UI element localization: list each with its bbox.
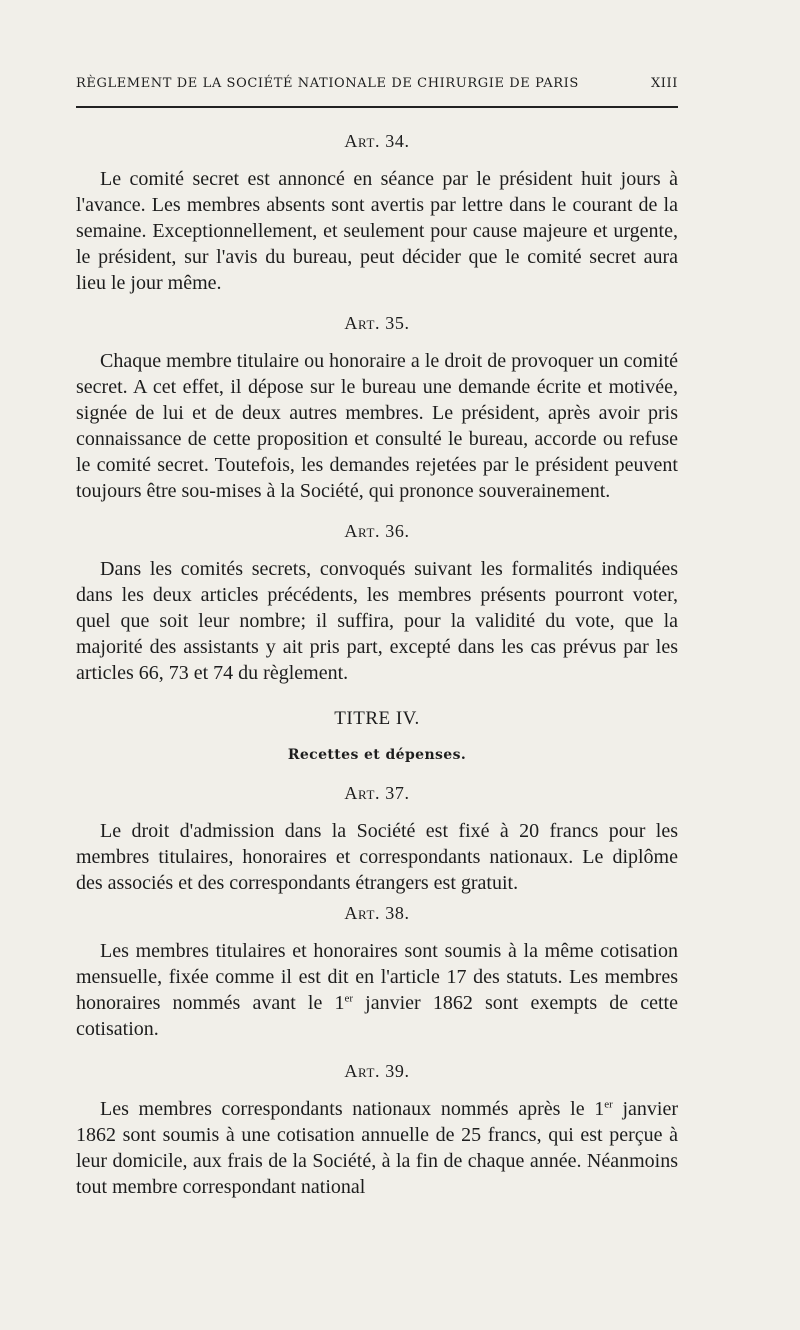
page-number: XIII — [650, 76, 678, 91]
article-label: Art. — [344, 1061, 381, 1081]
article-label: Art. — [344, 521, 381, 541]
article-text-39 — [76, 1096, 678, 1200]
article-text-38-part2: janvier 1862 sont exempts de cette cotisation. — [76, 992, 678, 1040]
article-text-38 — [76, 938, 678, 1042]
article-number: 37. — [385, 783, 410, 803]
article-number: 36. — [385, 521, 410, 541]
article-number: 39. — [385, 1061, 410, 1081]
ordinal-superscript: er — [604, 1098, 613, 1111]
ordinal-superscript: er — [344, 992, 354, 1005]
running-head-title: RÈGLEMENT DE LA SOCIÉTÉ NATIONALE DE CHIRURGIE DE PARIS — [76, 76, 579, 91]
article-label: Art. — [344, 783, 381, 803]
article-text-37: Le droit d'admission dans la Société est fixé à 20 francs pour les membres titulaires, honoraires et correspondants nationaux. Le diplôme des associés et des correspondants étrangers est gratuit. — [76, 820, 678, 894]
running-head — [76, 76, 678, 91]
article-number: 34. — [385, 131, 410, 151]
article-heading-38 — [76, 900, 678, 926]
article-text-38-part1: Les membres titulaires et honoraires sont soumis à la même cotisation mensuelle, fixée comme il est dit en l'article 17 des statuts. Les membres honoraires nommés avant le 1 — [76, 940, 678, 1014]
titre-heading: TITRE IV. — [334, 708, 420, 729]
article-heading-37 — [76, 780, 678, 806]
article-text-34: Le comité secret est annoncé en séance par le président huit jours à l'avance. Les membres absents sont avertis par lettre dans le courant de la semaine. Exceptionnellement, et seulement pour cause majeure et urgente, le président, sur l'avis du bureau, peut décider que le comité secret aura lieu le jour même. — [76, 168, 678, 294]
article-text-39-part2: janvier 1862 sont soumis à une cotisation annuelle de 25 francs, qui est perçue à leur domicile, aux frais de la Société, à la fin de chaque année. Néanmoins tout membre correspondant national — [76, 1098, 678, 1198]
article-label: Art. — [344, 903, 381, 923]
article-label: Art. — [344, 313, 381, 333]
article-number: 38. — [385, 903, 410, 923]
article-heading-34 — [76, 128, 678, 154]
article-text-35: Chaque membre titulaire ou honoraire a le droit de provoquer un comité secret. A cet effet, il dépose sur le bureau une demande écrite et motivée, signée de lui et de deux autres membres. Le président, après avoir pris connaissance de cette proposition et consulté le bureau, accorde ou refuse le comité secret. Toutefois, les demandes rejetées par le président peuvent toujours être sou-mises à la Société, qui prononce souverainement. — [76, 350, 678, 502]
article-text-36: Dans les comités secrets, convoqués suivant les formalités indiquées dans les deux articles précédents, les membres présents pourront voter, quel que soit leur nombre; il suffira, pour la validité du vote, que la majorité des assistants y ait pris part, excepté dans les cas prévus par les articles 66, 73 et 74 du règlement. — [76, 558, 678, 684]
article-text-39-part1: Les membres correspondants nationaux nommés après le 1 — [100, 1098, 605, 1120]
article-number: 35. — [385, 313, 410, 333]
header-rule — [76, 106, 678, 108]
page-body — [76, 128, 678, 1200]
titre-subtitle: Recettes et dépenses. — [287, 747, 467, 763]
article-heading-39 — [76, 1058, 678, 1084]
article-label: Art. — [344, 131, 381, 151]
article-heading-35 — [76, 310, 678, 336]
article-heading-36 — [76, 518, 678, 544]
